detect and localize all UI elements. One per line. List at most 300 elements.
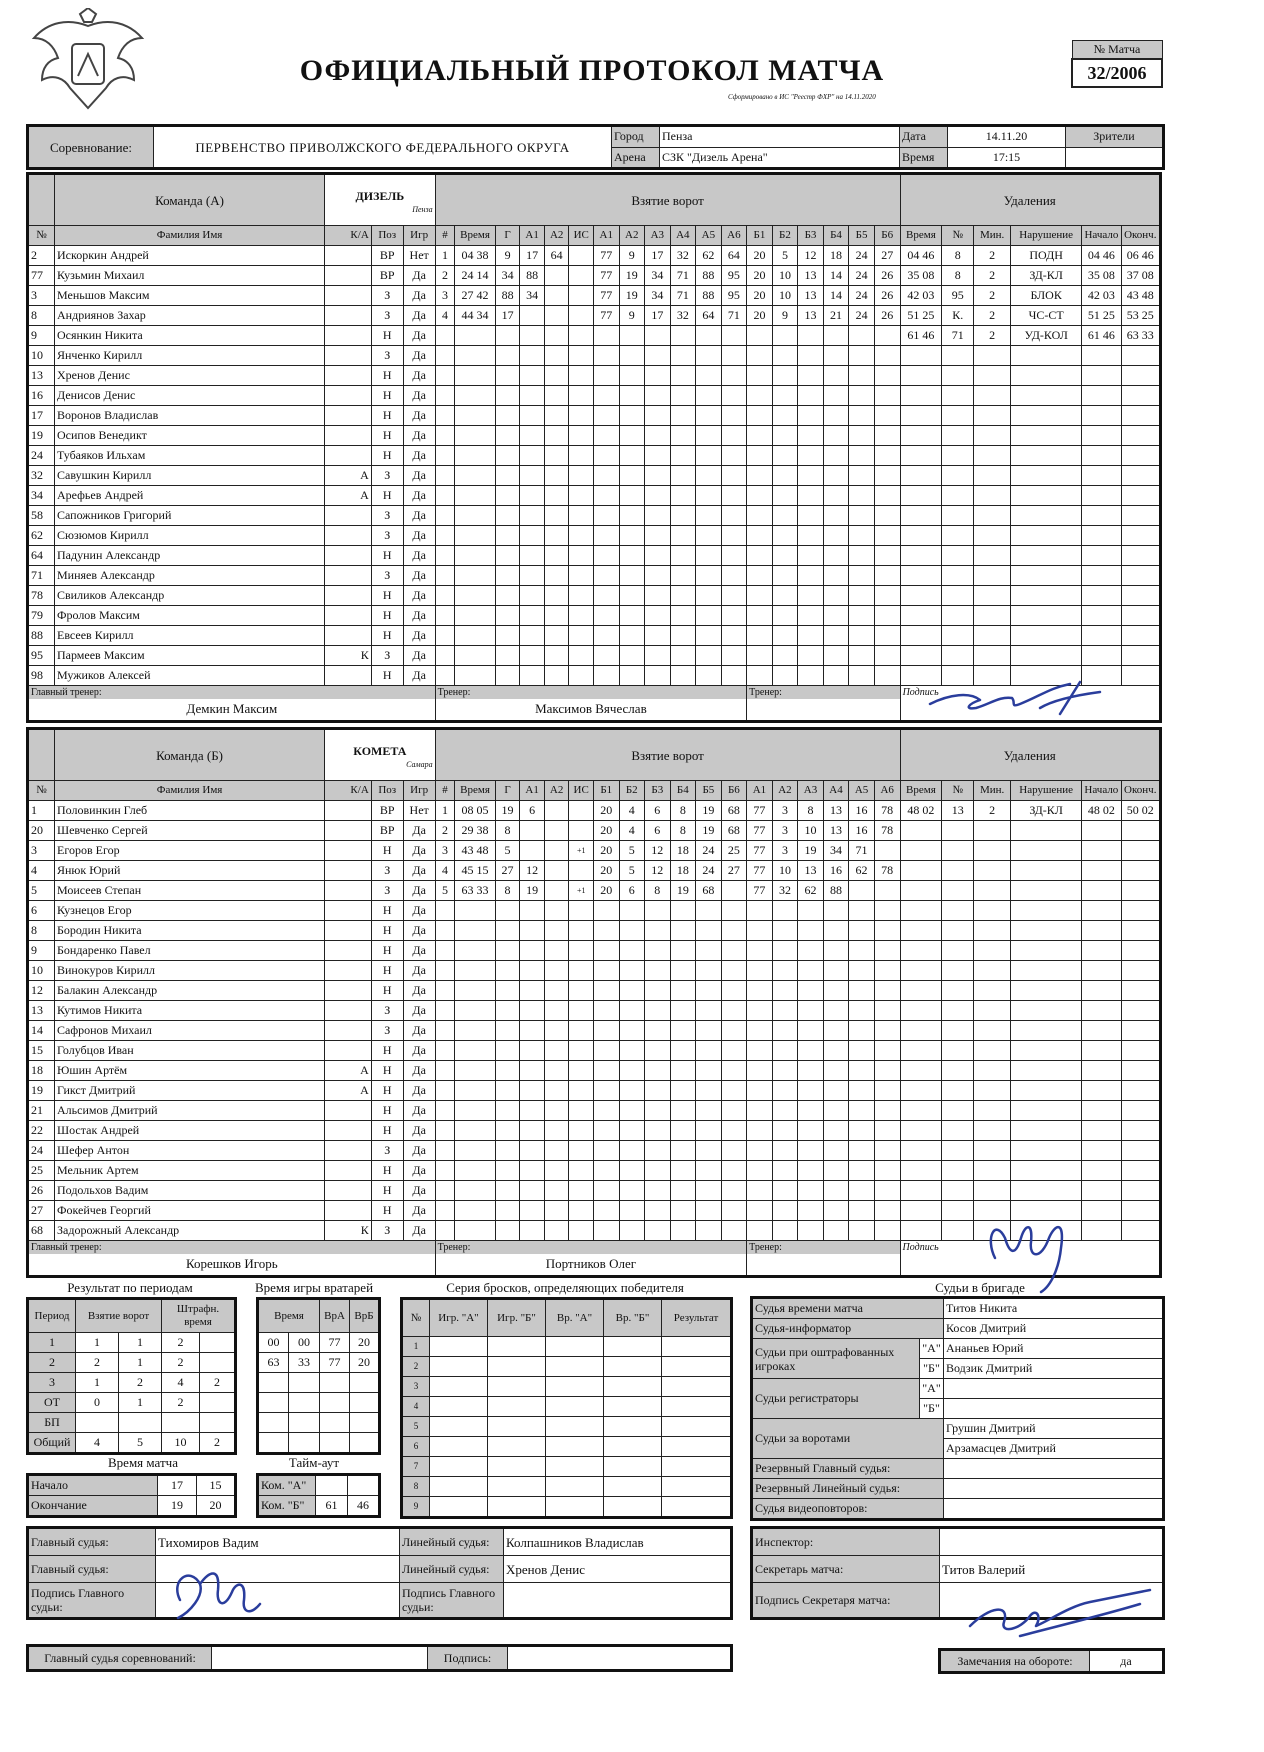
shootout-row	[402, 1477, 732, 1497]
penalty-empty-cell	[974, 426, 1011, 446]
penalty-empty-cell	[1121, 546, 1160, 566]
penalty-infraction: БЛОК	[1011, 286, 1082, 306]
penbox-b-tag: "Б"	[920, 1359, 944, 1379]
player-position: З	[371, 1001, 403, 1021]
on-ice-empty-cell	[670, 941, 696, 961]
on-ice-empty-cell	[772, 1041, 798, 1061]
on-ice-empty-cell	[593, 1101, 619, 1121]
penalty-empty-cell	[942, 626, 974, 646]
penalty-empty-cell	[1121, 861, 1160, 881]
on-ice-player: 68	[721, 801, 747, 821]
on-ice-empty-cell	[798, 366, 824, 386]
on-ice-empty-cell	[619, 326, 645, 346]
goal-time-min: 24	[461, 268, 474, 282]
penalty-empty-cell	[1082, 1021, 1121, 1041]
goal-empty-cell	[520, 606, 545, 626]
on-ice-empty-cell	[849, 1141, 875, 1161]
goalie-a-number	[320, 1373, 350, 1393]
goal-empty-cell	[569, 981, 594, 1001]
player-name: Осянкин Никита	[55, 326, 325, 346]
player-position: З	[371, 346, 403, 366]
goal-situation	[569, 306, 594, 326]
on-ice-player: 18	[670, 841, 696, 861]
goal-empty-cell	[569, 666, 594, 686]
player-played: Да	[403, 961, 435, 981]
on-ice-empty-cell	[645, 446, 671, 466]
on-ice-player: 77	[747, 881, 773, 901]
team_b-coach-label: Тренер:	[436, 1241, 747, 1254]
on-ice-empty-cell	[849, 1081, 875, 1101]
player-position: Н	[371, 626, 403, 646]
player-played: Да	[403, 1101, 435, 1121]
period-name: 3	[28, 1373, 76, 1393]
player-number: 8	[28, 921, 55, 941]
team_a-goals-title: Взятие ворот	[435, 174, 900, 226]
penalty-empty-cell	[942, 386, 974, 406]
penalty-time-min: 61	[907, 328, 920, 342]
on-ice-player: 19	[696, 821, 722, 841]
goal-time-min: 44	[461, 308, 474, 322]
shootout-goalie-b	[604, 1377, 662, 1397]
goal-empty-cell	[544, 626, 569, 646]
on-ice-empty-cell	[798, 1041, 824, 1061]
on-ice-empty-cell	[670, 566, 696, 586]
on-ice-empty-cell	[619, 961, 645, 981]
on-ice-empty-cell	[593, 666, 619, 686]
goal-time	[455, 881, 496, 901]
goal-situation	[569, 246, 594, 266]
team_b-coach-name: Портников Олег	[545, 1256, 637, 1271]
shootout-round: 3	[402, 1377, 430, 1397]
player-row	[28, 386, 1161, 406]
penalty-empty-cell	[942, 446, 974, 466]
on-ice-empty-cell	[670, 466, 696, 486]
on-ice-empty-cell	[798, 586, 824, 606]
on-ice-empty-cell	[823, 1161, 849, 1181]
player-played: Да	[403, 1201, 435, 1221]
player-played: Да	[403, 841, 435, 861]
penalty-empty-cell	[1082, 386, 1121, 406]
penalty-empty-cell	[900, 626, 942, 646]
goalie-change-min	[258, 1433, 289, 1454]
player-captain-mark	[325, 326, 372, 346]
penalty-empty-cell	[1121, 901, 1160, 921]
player-position: Н	[371, 326, 403, 346]
player-position: З	[371, 1021, 403, 1041]
player-number: 13	[28, 366, 55, 386]
goal-empty-cell	[435, 1001, 455, 1021]
on-ice-player: 77	[593, 286, 619, 306]
goal-empty-cell	[495, 1101, 520, 1121]
player-played: Да	[403, 386, 435, 406]
shootout-goalie-a	[546, 1477, 604, 1497]
goal-empty-cell	[455, 326, 496, 346]
shootout-player-a	[430, 1337, 488, 1357]
goal-empty-cell	[495, 386, 520, 406]
penalty-end-sec: 25	[1141, 308, 1154, 322]
player-name: Тубаяков Ильхам	[55, 446, 325, 466]
player-played: Да	[403, 1121, 435, 1141]
player-row	[28, 801, 1161, 821]
player-name: Свиликов Александр	[55, 586, 325, 606]
goal-empty-cell	[455, 901, 496, 921]
on-ice-empty-cell	[645, 606, 671, 626]
player-captain-mark	[325, 626, 372, 646]
on-ice-player: 6	[619, 881, 645, 901]
penalty-empty-cell	[1082, 346, 1121, 366]
goal-empty-cell	[544, 646, 569, 666]
penalty-empty-cell	[900, 1121, 942, 1141]
on-ice-empty-cell	[874, 386, 900, 406]
on-ice-empty-cell	[772, 546, 798, 566]
player-name: Мельник Артем	[55, 1161, 325, 1181]
on-ice-player: 95	[721, 266, 747, 286]
on-ice-empty-cell	[721, 1141, 747, 1161]
on-ice-empty-cell	[823, 626, 849, 646]
on-ice-empty-cell	[645, 546, 671, 566]
penalty-player: 8	[942, 266, 974, 286]
on-ice-empty-cell	[619, 586, 645, 606]
penalty-empty-cell	[974, 586, 1011, 606]
player-name: Падунин Александр	[55, 546, 325, 566]
on-ice-empty-cell	[593, 921, 619, 941]
player-number: 27	[28, 1201, 55, 1221]
on-ice-empty-cell	[772, 446, 798, 466]
goalie-change-sec	[289, 1393, 320, 1413]
player-captain-mark: А	[325, 486, 372, 506]
on-ice-player: 77	[593, 246, 619, 266]
goal-empty-cell	[495, 1061, 520, 1081]
on-ice-empty-cell	[721, 901, 747, 921]
penalty-empty-cell	[900, 1161, 942, 1181]
shootout-result	[662, 1417, 732, 1437]
on-ice-empty-cell	[721, 646, 747, 666]
player-played: Да	[403, 466, 435, 486]
player-captain-mark	[325, 506, 372, 526]
player-played: Да	[403, 981, 435, 1001]
player-played: Да	[403, 901, 435, 921]
team_a-label: Команда (А)	[55, 174, 325, 226]
shootout-table	[400, 1297, 733, 1519]
on-ice-empty-cell	[696, 1081, 722, 1101]
col-onice: Б4	[823, 226, 849, 246]
reserve-main-label: Резервный Главный судья:	[752, 1459, 944, 1479]
penalty-empty-cell	[974, 346, 1011, 366]
goalie-change-sec	[289, 1373, 320, 1393]
col-pen-start: Начало	[1082, 781, 1121, 801]
penalty-empty-cell	[1011, 921, 1082, 941]
goal-empty-cell	[520, 526, 545, 546]
officials-title: Судьи в бригаде	[935, 1280, 1025, 1295]
player-name: Шевченко Сергей	[55, 821, 325, 841]
player-played: Да	[403, 586, 435, 606]
on-ice-empty-cell	[619, 1101, 645, 1121]
player-played: Да	[403, 566, 435, 586]
on-ice-player: 71	[670, 266, 696, 286]
goal-empty-cell	[520, 346, 545, 366]
player-position: Н	[371, 941, 403, 961]
on-ice-empty-cell	[696, 446, 722, 466]
goal-empty-cell	[569, 1101, 594, 1121]
on-ice-empty-cell	[823, 941, 849, 961]
on-ice-player: 8	[670, 821, 696, 841]
on-ice-empty-cell	[696, 326, 722, 346]
shootout-player-a	[430, 1457, 488, 1477]
player-name: Денисов Денис	[55, 386, 325, 406]
goal-assist-2	[544, 286, 569, 306]
on-ice-empty-cell	[593, 486, 619, 506]
on-ice-player: 20	[747, 246, 773, 266]
goal-empty-cell	[520, 486, 545, 506]
on-ice-empty-cell	[696, 646, 722, 666]
penalty-empty-cell	[974, 1101, 1011, 1121]
penalty-empty-cell	[942, 901, 974, 921]
player-played: Да	[403, 366, 435, 386]
penalty-empty-cell	[974, 961, 1011, 981]
player-number: 32	[28, 466, 55, 486]
on-ice-empty-cell	[721, 406, 747, 426]
penalty-time	[900, 326, 942, 346]
match-start-label: Начало	[28, 1475, 158, 1496]
goal-empty-cell	[435, 566, 455, 586]
shootout-round: 6	[402, 1437, 430, 1457]
on-ice-empty-cell	[747, 486, 773, 506]
goal-empty-cell	[455, 486, 496, 506]
on-ice-empty-cell	[593, 406, 619, 426]
penalty-empty-cell	[1121, 1121, 1160, 1141]
on-ice-empty-cell	[747, 1141, 773, 1161]
player-played: Да	[403, 1081, 435, 1101]
goal-scorer: 88	[495, 286, 520, 306]
player-played: Да	[403, 306, 435, 326]
player-captain-mark	[325, 861, 372, 881]
penalty-empty-cell	[900, 921, 942, 941]
on-ice-empty-cell	[874, 1181, 900, 1201]
on-ice-player: 26	[874, 266, 900, 286]
goal-empty-cell	[544, 1221, 569, 1241]
goal-time-min: 45	[461, 863, 474, 877]
on-ice-empty-cell	[645, 1101, 671, 1121]
shootout-goalie-b	[604, 1417, 662, 1437]
penalty-empty-cell	[900, 446, 942, 466]
player-position: Н	[371, 1041, 403, 1061]
penalty-empty-cell	[1121, 346, 1160, 366]
on-ice-empty-cell	[619, 1221, 645, 1241]
on-ice-empty-cell	[823, 1101, 849, 1121]
on-ice-empty-cell	[593, 526, 619, 546]
player-captain-mark	[325, 526, 372, 546]
player-captain-mark	[325, 406, 372, 426]
goal-empty-cell	[569, 506, 594, 526]
penalty-empty-cell	[1121, 1161, 1160, 1181]
player-played: Да	[403, 446, 435, 466]
penalty-empty-cell	[942, 586, 974, 606]
goalie-change-sec: 33	[289, 1353, 320, 1373]
on-ice-empty-cell	[696, 506, 722, 526]
on-ice-player: 71	[670, 286, 696, 306]
on-ice-empty-cell	[747, 566, 773, 586]
on-ice-player: 88	[696, 266, 722, 286]
on-ice-empty-cell	[619, 921, 645, 941]
penalty-empty-cell	[974, 1121, 1011, 1141]
penalty-empty-cell	[1121, 426, 1160, 446]
penalty-empty-cell	[1011, 901, 1082, 921]
penalty-empty-cell	[1082, 1141, 1121, 1161]
penalty-empty-cell	[1121, 386, 1160, 406]
player-position: З	[371, 466, 403, 486]
goal-time	[455, 841, 496, 861]
goal-empty-cell	[435, 921, 455, 941]
goal-empty-cell	[520, 1141, 545, 1161]
player-name: Сапожников Григорий	[55, 506, 325, 526]
goalie-change-min	[258, 1373, 289, 1393]
penalty-empty-cell	[900, 1101, 942, 1121]
on-ice-empty-cell	[721, 346, 747, 366]
goal-empty-cell	[569, 1081, 594, 1101]
penalty-empty-cell	[1121, 486, 1160, 506]
player-captain-mark	[325, 586, 372, 606]
penalty-empty-cell	[1082, 941, 1121, 961]
player-captain-mark	[325, 881, 372, 901]
goal-empty-cell	[455, 1121, 496, 1141]
player-number: 9	[28, 326, 55, 346]
on-ice-empty-cell	[747, 426, 773, 446]
col-onice: А2	[772, 781, 798, 801]
player-position: Н	[371, 386, 403, 406]
on-ice-empty-cell	[772, 566, 798, 586]
team-a-section	[26, 172, 1162, 723]
penalty-player: К.	[942, 306, 974, 326]
goal-number: 1	[435, 801, 455, 821]
goal-empty-cell	[455, 506, 496, 526]
line-ref-2-label: Линейный судья:	[400, 1556, 504, 1583]
goal-assist-2	[544, 266, 569, 286]
goal-empty-cell	[495, 546, 520, 566]
on-ice-empty-cell	[593, 546, 619, 566]
match-number-label: № Матча	[1072, 41, 1162, 60]
period-pim-a: 2	[162, 1333, 200, 1353]
shootout-row	[402, 1357, 732, 1377]
goal-empty-cell	[435, 586, 455, 606]
goal-empty-cell	[520, 506, 545, 526]
period-pim-a: 10	[162, 1433, 200, 1454]
penalty-empty-cell	[1082, 1061, 1121, 1081]
team_a-city: Пенза	[412, 204, 433, 214]
player-captain-mark	[325, 1141, 372, 1161]
player-number: 18	[28, 1061, 55, 1081]
remarks-value: да	[1090, 1650, 1164, 1673]
on-ice-empty-cell	[772, 366, 798, 386]
on-ice-empty-cell	[619, 1201, 645, 1221]
shootout-player-b	[488, 1337, 546, 1357]
col-goal-time: Время	[455, 226, 496, 246]
goal-empty-cell	[435, 506, 455, 526]
goal-time-sec: 05	[476, 803, 489, 817]
col-onice: А3	[645, 226, 671, 246]
secretary-label: Секретарь матча:	[752, 1556, 940, 1583]
penalty-empty-cell	[900, 606, 942, 626]
penalty-empty-cell	[942, 366, 974, 386]
penalty-empty-cell	[900, 1081, 942, 1101]
on-ice-empty-cell	[721, 426, 747, 446]
goalie-a-number: 77	[320, 1353, 350, 1373]
goal-number: 2	[435, 266, 455, 286]
shootout-goalie-a	[546, 1397, 604, 1417]
player-position: Н	[371, 546, 403, 566]
on-ice-empty-cell	[721, 1001, 747, 1021]
player-row	[28, 881, 1161, 901]
on-ice-empty-cell	[670, 921, 696, 941]
goal-number: 4	[435, 306, 455, 326]
goalie-a-number	[320, 1413, 350, 1433]
on-ice-empty-cell	[619, 446, 645, 466]
goalie-change-min	[258, 1393, 289, 1413]
penalty-empty-cell	[942, 1161, 974, 1181]
goal-empty-cell	[569, 961, 594, 981]
penalty-end-sec: 08	[1141, 268, 1154, 282]
player-captain-mark	[325, 901, 372, 921]
on-ice-empty-cell	[798, 406, 824, 426]
goal-empty-cell	[569, 1161, 594, 1181]
player-name: Хренов Денис	[55, 366, 325, 386]
goalie-a-header: ВрА	[320, 1299, 350, 1333]
on-ice-empty-cell	[721, 446, 747, 466]
penalty-start-sec: 46	[1102, 328, 1115, 342]
goal-empty-cell	[569, 1141, 594, 1161]
goal-judge-2: Арзамасцев Дмитрий	[944, 1439, 1164, 1459]
col-pen-time: Время	[900, 781, 942, 801]
on-ice-empty-cell	[670, 386, 696, 406]
on-ice-empty-cell	[798, 1021, 824, 1041]
goal-empty-cell	[569, 1001, 594, 1021]
penalty-empty-cell	[1011, 386, 1082, 406]
penalty-empty-cell	[1121, 1041, 1160, 1061]
on-ice-player	[849, 881, 875, 901]
on-ice-empty-cell	[696, 1221, 722, 1241]
goal-empty-cell	[520, 1061, 545, 1081]
on-ice-empty-cell	[747, 406, 773, 426]
on-ice-empty-cell	[670, 1141, 696, 1161]
penalty-empty-cell	[1121, 1181, 1160, 1201]
officials-table	[750, 1296, 1165, 1521]
penalty-empty-cell	[974, 526, 1011, 546]
on-ice-empty-cell	[798, 1201, 824, 1221]
on-ice-empty-cell	[593, 426, 619, 446]
goal-empty-cell	[435, 1141, 455, 1161]
goal-empty-cell	[455, 1161, 496, 1181]
on-ice-empty-cell	[823, 1001, 849, 1021]
on-ice-empty-cell	[721, 466, 747, 486]
on-ice-player: 13	[798, 266, 824, 286]
team_b-coach-cell	[435, 1241, 747, 1277]
chief-ref-table	[26, 1644, 733, 1672]
penalty-empty-cell	[1121, 626, 1160, 646]
on-ice-empty-cell	[696, 1201, 722, 1221]
penalty-end-sec: 33	[1141, 328, 1154, 342]
player-row	[28, 646, 1161, 666]
on-ice-player: 78	[874, 821, 900, 841]
penalty-empty-cell	[974, 646, 1011, 666]
on-ice-empty-cell	[849, 1221, 875, 1241]
penalty-empty-cell	[900, 1061, 942, 1081]
player-captain-mark	[325, 1201, 372, 1221]
goal-empty-cell	[569, 901, 594, 921]
on-ice-empty-cell	[823, 1081, 849, 1101]
col-goal-is: ИС	[569, 781, 594, 801]
on-ice-empty-cell	[670, 1121, 696, 1141]
on-ice-player: 68	[696, 881, 722, 901]
goal-empty-cell	[455, 941, 496, 961]
